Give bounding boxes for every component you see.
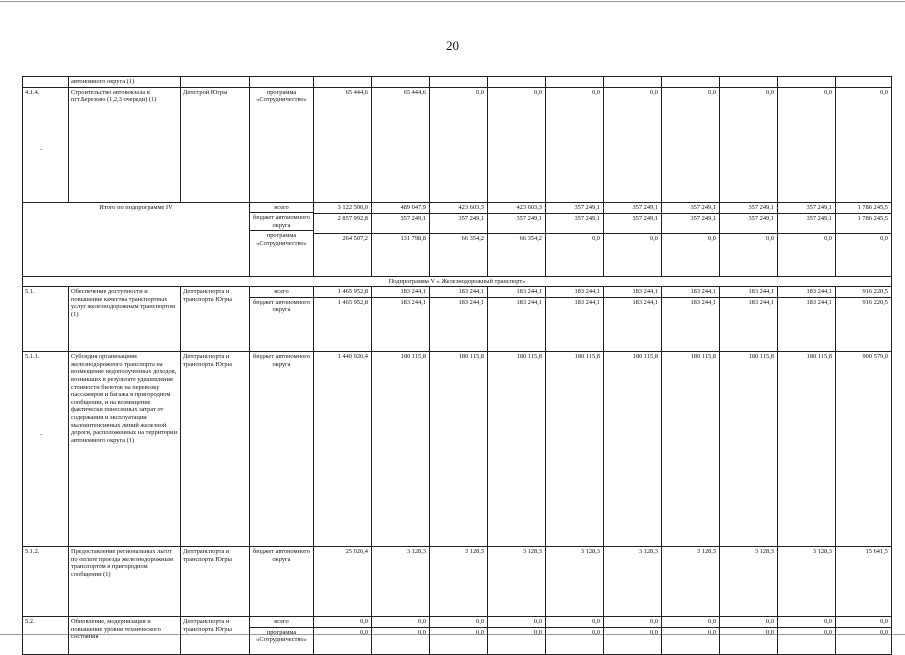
cell-src [250, 77, 314, 88]
cell-num [23, 77, 69, 88]
value-line: 0,0 [708, 88, 716, 96]
item-executor: Депстрой Югры [181, 87, 250, 202]
item-number: 5.2. [23, 617, 69, 655]
value-line: 0,0 [824, 618, 832, 626]
value-line: 357 249,1 [720, 213, 777, 232]
value-cell [314, 287, 372, 352]
value-line: 357 249,1 [372, 213, 429, 232]
value-line: 357 249,1 [690, 203, 716, 211]
value-cell [836, 202, 892, 276]
section-title: Подпрограмма V « Железнодорожный транспорт» [23, 276, 892, 287]
value-cell [720, 287, 778, 352]
table-row [23, 202, 892, 276]
value-cell [430, 352, 488, 547]
value-cell [372, 547, 430, 617]
value-line: 264 507,2 [314, 233, 371, 252]
table-row [23, 617, 892, 655]
value-line: 0,0 [534, 618, 542, 626]
value-line: 916 220,5 [862, 288, 888, 296]
value-cell [546, 87, 604, 202]
value-line: 0,0 [360, 618, 368, 626]
value-line: 66 354,2 [488, 233, 545, 252]
value-line: 0,0 [650, 88, 658, 96]
value-line: 180 115,8 [516, 353, 542, 361]
value-line: 1 465 952,8 [314, 297, 371, 316]
item-number: 4.1.4. [23, 87, 69, 202]
value-line: 0,0 [662, 627, 719, 646]
value-line: 0,0 [314, 627, 371, 646]
value-cell [720, 202, 778, 276]
value-line: 131 798,8 [372, 233, 429, 252]
value-cell [778, 547, 836, 617]
section-title-row [23, 276, 892, 287]
value-cell [720, 617, 778, 655]
value-line: 0,0 [766, 618, 774, 626]
value-cell [778, 87, 836, 202]
value-line: 2 857 992,8 [314, 213, 371, 232]
value-line: 357 249,1 [430, 213, 487, 232]
funding-source [250, 617, 314, 655]
funding-source-line: бюджет автономного округа [253, 353, 310, 368]
value-cell [662, 202, 720, 276]
value-line: 357 249,1 [806, 203, 832, 211]
value-cell [778, 202, 836, 276]
value-line: 0,0 [650, 618, 658, 626]
value-line: 357 249,1 [662, 213, 719, 232]
value-line: 183 244,1 [372, 297, 429, 316]
value-cell [604, 617, 662, 655]
value-line: 357 249,1 [632, 203, 658, 211]
value-line: 0,0 [604, 627, 661, 646]
value-line: 65 444,6 [403, 88, 426, 96]
value-line: 0,0 [476, 88, 484, 96]
value-line: 0,0 [836, 233, 891, 252]
value-line: 183 244,1 [546, 297, 603, 316]
value-cell [836, 617, 892, 655]
value-cell [488, 352, 546, 547]
value-cell [546, 352, 604, 547]
value-line: 423 603,3 [458, 203, 484, 211]
value-line: 183 244,1 [748, 288, 774, 296]
value-cell [662, 287, 720, 352]
value-line: 0,0 [778, 233, 835, 252]
value-line: 0,0 [546, 233, 603, 252]
value-cell [546, 202, 604, 276]
value-line: 183 244,1 [400, 288, 426, 296]
value-cell [372, 352, 430, 547]
table-row [23, 352, 892, 547]
funding-source-line: программа «Сотрудничество» [250, 627, 314, 644]
value-cell [546, 547, 604, 617]
value-cell [430, 547, 488, 617]
value-line: 3 128,3 [754, 548, 774, 556]
scan-edge-top [0, 1, 905, 2]
value-line: 3 122 500,0 [337, 203, 368, 211]
value-line: 0,0 [488, 627, 545, 646]
value-line: 0,0 [372, 627, 429, 646]
value-cell [488, 87, 546, 202]
table-row-top-remainder [23, 77, 892, 88]
item-number: 5.1.2. [23, 547, 69, 617]
table-row [23, 547, 892, 617]
budget-table [22, 76, 892, 655]
funding-source [250, 547, 314, 617]
value-cell [662, 547, 720, 617]
value-cell [430, 287, 488, 352]
value-line: 3 128,3 [812, 548, 832, 556]
value-cell [372, 617, 430, 655]
value-line: 0,0 [880, 618, 888, 626]
value-cell [604, 287, 662, 352]
value-line: 66 354,2 [430, 233, 487, 252]
value-line: 15 641,5 [865, 548, 888, 556]
value-line: 183 244,1 [458, 288, 484, 296]
value-line: 3 128,3 [580, 548, 600, 556]
funding-source [250, 287, 314, 352]
value-line: 3 128,3 [696, 548, 716, 556]
value-line: 3 128,3 [406, 548, 426, 556]
value-line: 916 220,5 [836, 297, 891, 316]
item-name: Строительство автовокзала в пгт.Березово (1,2,3 очереди) (1) [69, 87, 181, 202]
funding-source-line: бюджет автономного округа [250, 297, 314, 314]
value-line: 1 786 245,5 [836, 213, 891, 232]
table-row [23, 287, 892, 352]
value-line: 0,0 [766, 88, 774, 96]
value-cell [372, 202, 430, 276]
value-cell [604, 202, 662, 276]
value-cell [604, 352, 662, 547]
funding-source-line: всего [274, 288, 289, 296]
value-cell [314, 547, 372, 617]
page-number: 20 [446, 38, 459, 53]
funding-source-line: бюджет автономного округа [250, 212, 314, 229]
value-line: 900 579,0 [862, 353, 888, 361]
value-cell [662, 352, 720, 547]
value-cell [430, 87, 488, 202]
value-line: 183 244,1 [574, 288, 600, 296]
value-line: 1 465 952,8 [337, 288, 368, 296]
value-cell [836, 287, 892, 352]
value-line: 180 115,8 [690, 353, 716, 361]
value-line: 0,0 [720, 627, 777, 646]
item-name: Предоставление региональных льгот по оплате проезда железнодорожным транспортом в пригородном сообщении (1) [69, 547, 181, 617]
value-cell [720, 352, 778, 547]
item-name: Обеспечение доступности и повышение качества транспортных услуг железнодорожным транспортом (1) [69, 287, 181, 352]
value-line: 357 249,1 [488, 213, 545, 232]
value-line: 0,0 [592, 618, 600, 626]
value-line: 180 115,8 [458, 353, 484, 361]
value-line: 489 047,9 [400, 203, 426, 211]
cell-exec [181, 77, 250, 88]
value-cell [720, 87, 778, 202]
value-line: 0,0 [824, 88, 832, 96]
value-cell [488, 202, 546, 276]
value-line: 183 244,1 [516, 288, 542, 296]
value-line: 0,0 [604, 233, 661, 252]
value-line: 183 244,1 [690, 288, 716, 296]
table-row [23, 87, 892, 202]
funding-source-line: всего [274, 618, 289, 626]
value-cell [662, 617, 720, 655]
value-cell [662, 87, 720, 202]
value-cell [488, 617, 546, 655]
value-line: 180 115,8 [748, 353, 774, 361]
value-line: 0,0 [662, 233, 719, 252]
value-line: 183 244,1 [604, 297, 661, 316]
value-line: 183 244,1 [662, 297, 719, 316]
value-line: 183 244,1 [806, 288, 832, 296]
scan-mark: . [40, 428, 42, 437]
value-cell [836, 547, 892, 617]
table-body [23, 77, 892, 655]
value-cell [314, 617, 372, 655]
value-line: 3 128,3 [638, 548, 658, 556]
value-line: 357 249,1 [778, 213, 835, 232]
value-line: 183 244,1 [430, 297, 487, 316]
value-cell [778, 352, 836, 547]
funding-source [250, 87, 314, 202]
value-line: 180 115,8 [574, 353, 600, 361]
value-cell [778, 287, 836, 352]
value-line: 183 244,1 [632, 288, 658, 296]
value-line: 0,0 [418, 618, 426, 626]
item-name: Субсидия организациям железнодорожного транспорта на возмещение недополученных доходов, возникших в результате удешевления стоимости билетов на перевозку пассажиров и багажа в пригородном сообщении, и на возмещение фактически понесенных затрат от содержания и эксплуатации малоинтенсивных линий железной дороги, расположенных на территории автономного округа (1) [69, 352, 181, 547]
value-line: 357 249,1 [748, 203, 774, 211]
item-executor: Дептранспорта и транспорта Югры [181, 352, 250, 547]
subtotal-label: Итого по подпрограмме IV [23, 202, 250, 276]
value-line: 25 026,4 [345, 548, 368, 556]
value-line: 0,0 [430, 627, 487, 646]
value-cell [546, 287, 604, 352]
value-line: 357 249,1 [546, 213, 603, 232]
value-line: 357 249,1 [574, 203, 600, 211]
funding-source-line: программа «Сотрудничество» [250, 230, 314, 247]
funding-source [250, 202, 314, 276]
item-executor: Дептранспорта и транспорта Югры [181, 287, 250, 352]
value-cell [372, 287, 430, 352]
value-line: 3 128,3 [464, 548, 484, 556]
value-cell [720, 547, 778, 617]
value-cell [604, 547, 662, 617]
value-cell [836, 352, 892, 547]
value-cell [372, 87, 430, 202]
value-line: 0,0 [708, 618, 716, 626]
item-number: 5.1.1. [23, 352, 69, 547]
item-number: 5.1. [23, 287, 69, 352]
scan-mark: . [40, 143, 42, 152]
value-cell [546, 617, 604, 655]
value-cell [314, 352, 372, 547]
value-line: 183 244,1 [778, 297, 835, 316]
value-line: 180 115,8 [400, 353, 426, 361]
value-line: 423 603,3 [516, 203, 542, 211]
value-line: 180 115,8 [632, 353, 658, 361]
value-line: 3 128,3 [522, 548, 542, 556]
value-cell [488, 547, 546, 617]
value-line: 65 444,6 [345, 88, 368, 96]
value-cell [488, 287, 546, 352]
item-executor: Дептранспорта и транспорта Югры [181, 547, 250, 617]
value-line: 357 249,1 [604, 213, 661, 232]
funding-source-line: всего [274, 203, 289, 211]
value-cell [314, 202, 372, 276]
item-executor: Дептранспорта и транспорта Югры [181, 617, 250, 655]
value-line: 183 244,1 [488, 297, 545, 316]
value-cell [778, 617, 836, 655]
value-line: 183 244,1 [720, 297, 777, 316]
value-line: 180 115,8 [806, 353, 832, 361]
value-cell [430, 202, 488, 276]
value-line: 1 786 245,5 [857, 203, 888, 211]
funding-source [250, 352, 314, 547]
funding-source-line: программа «Сотрудничество» [256, 88, 307, 104]
item-name: Обновление, модернизация и повышение уровня технического состояния [69, 617, 181, 655]
value-line: 0,0 [836, 627, 891, 646]
value-line: 0,0 [778, 627, 835, 646]
cell-name: автономного округа (1) [69, 77, 181, 88]
value-line: 0,0 [546, 627, 603, 646]
value-line: 0,0 [720, 233, 777, 252]
value-line: 0,0 [534, 88, 542, 96]
value-line: 0,0 [880, 88, 888, 96]
funding-source-line: бюджет автономного округа [253, 548, 310, 563]
value-line: 1 440 926,4 [337, 353, 368, 361]
value-cell [430, 617, 488, 655]
value-cell [604, 87, 662, 202]
value-line: 0,0 [476, 618, 484, 626]
value-line: 0,0 [592, 88, 600, 96]
value-cell [314, 87, 372, 202]
value-cell [836, 87, 892, 202]
